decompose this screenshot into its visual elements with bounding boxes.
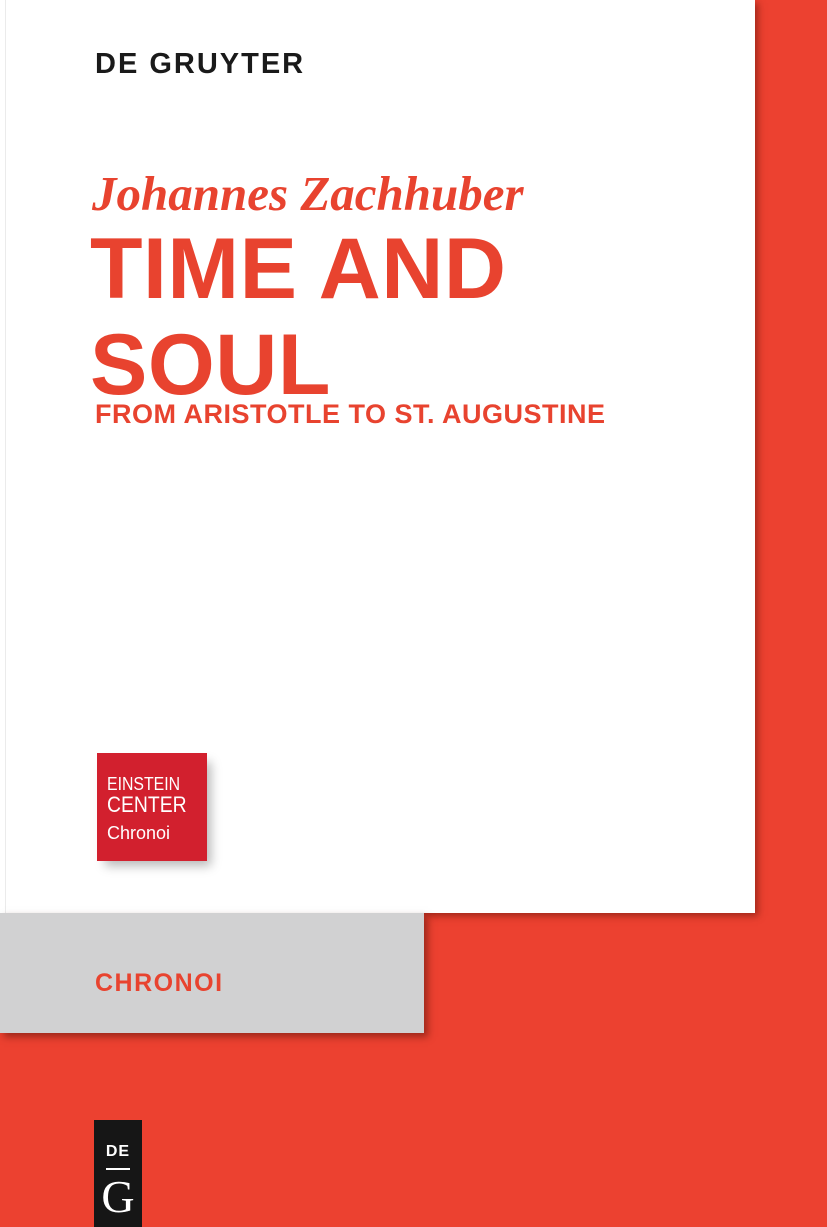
de-gruyter-logo-de-text: DE bbox=[105, 1143, 131, 1160]
author-name: Johannes Zachhuber bbox=[92, 166, 524, 221]
book-subtitle: FROM ARISTOTLE TO ST. AUGUSTINE bbox=[95, 399, 606, 429]
einstein-center-chronoi-logo bbox=[97, 753, 207, 861]
publisher-wordmark: DE GRUYTER bbox=[95, 48, 306, 80]
series-band bbox=[0, 913, 424, 1033]
book-title bbox=[90, 221, 506, 413]
einstein-center-logo-line-chronoi: Chronoi bbox=[107, 823, 171, 843]
einstein-center-logo-line-center: CENTER bbox=[107, 792, 187, 817]
spine-crease-line bbox=[5, 0, 6, 913]
series-name: CHRONOI bbox=[95, 969, 224, 997]
book-title-line-2: SOUL bbox=[90, 317, 331, 413]
de-gruyter-logo-rule bbox=[106, 1168, 130, 1170]
book-title-line-1: TIME AND bbox=[90, 221, 507, 317]
de-gruyter-logo-g-text: G bbox=[101, 1171, 135, 1222]
de-gruyter-colophon-logo bbox=[94, 1120, 142, 1227]
einstein-center-logo-line-einstein: EINSTEIN bbox=[107, 774, 181, 794]
